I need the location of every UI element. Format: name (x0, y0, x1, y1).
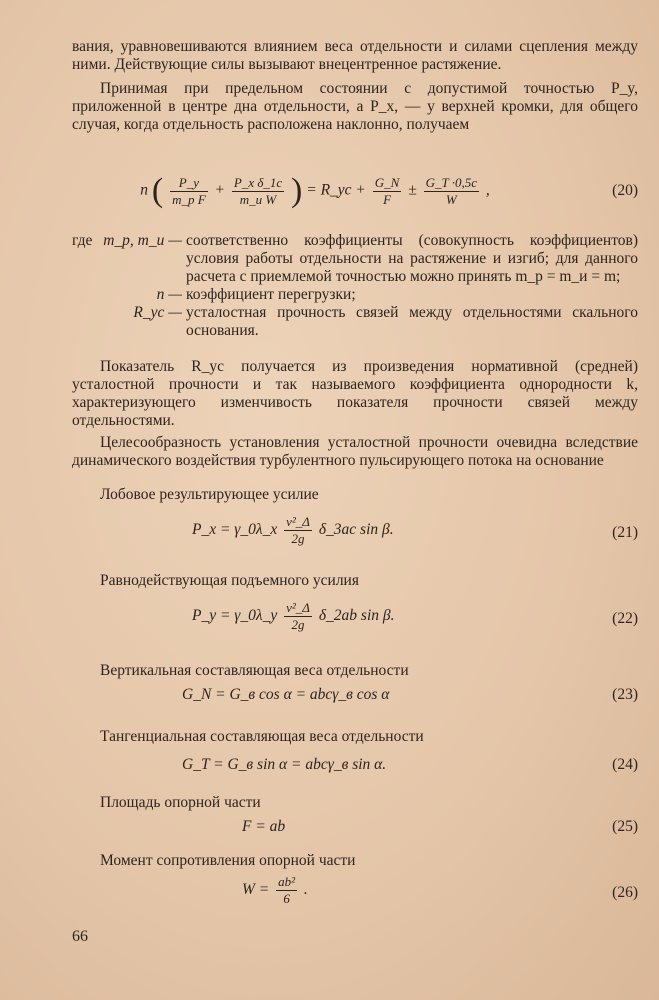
caption-24: Тангенциальная составляющая веса отдельности (100, 728, 424, 745)
caption-25: Площадь опорной части (100, 794, 261, 811)
equation-21: P_x = γ_0λ_x $\frac{\text{v²\_Δ}}{2g}$ δ_3ac sin β. (21) (192, 514, 638, 546)
equation-22-number: (22) (612, 610, 638, 627)
equation-21-number: (21) (612, 524, 638, 541)
caption-21: Лобовое результирующее усилие (100, 486, 319, 503)
equation-23-number: (23) (612, 686, 638, 703)
intro-paragraph (72, 38, 638, 134)
intro-text: вания, уравновешиваются влиянием веса отдельности и силами сцепления между ними. Действующие силы вызывают внецентренное растяжение. (72, 38, 638, 73)
caption-23: Вертикальная составляющая веса отдельности (100, 662, 409, 679)
equation-23: G_N = G_в cos α = abcγ_в cos α (23) (182, 686, 638, 703)
equation-22: P_y = γ_0λ_y $\frac{\text{v²\_Δ}}{2g}$ δ_2ab sin β. (22) (192, 600, 638, 632)
equation-26: W = $\frac{\text{ab²}}{6}$ . (26) (242, 874, 638, 906)
paragraph-1: Принимая при предельном состоянии с допустимой точностью P_y, приложенной в центре дна отдельности, а P_x, — у верхней кромки, для общего случая, когда отдельность расположена наклонно, получаем (72, 80, 638, 133)
eq20-rhs: = R_ус + (306, 181, 366, 199)
definition-item: R_ус — усталостная прочность связей между отдельностями скального основания. (133, 304, 638, 339)
eq20-lhs: n (140, 181, 148, 199)
caption-26: Момент сопротивления опорной части (100, 852, 356, 869)
equation-20-number: (20) (612, 182, 638, 199)
definition-item: n — коэффициент перегрузки; (156, 286, 356, 303)
paragraph-2: Показатель R_ус получается из произведения нормативной (средней) усталостной прочности и так называемого коэффициента однородности k, характеризующего изменчивость показателя прочности связей между отдельностями. (72, 358, 638, 429)
paragraph-3: Целесообразность установления усталостной прочности очевидна вследствие динамического воздействия турбулентного пульсирующего потока на основание (72, 434, 638, 469)
equation-24-number: (24) (612, 756, 638, 773)
definition-item: где m_p, m_и — соответственно коэффициенты (совокупность коэффициентов) условия работы отдельности на растяжение и изгиб; для данного расчета с приемлемой точностью можно принять m_p = m_и = m; (72, 232, 638, 285)
paragraphs-2-3 (72, 358, 638, 470)
equation-26-number: (26) (612, 884, 638, 901)
eq20-frac4: $\frac{G\_T \cdot 0,5c}{W}$ (425, 174, 477, 207)
page-number: 66 (72, 928, 88, 945)
eq20-frac3: $\frac{G\_N}{F}$ (374, 174, 400, 207)
equation-25: F = ab (25) (242, 818, 638, 835)
definitions-list (72, 232, 638, 340)
eq20-frac2: $\frac{\text{P\_x δ\_1c}}{\text{m\_и W}}$ (233, 174, 283, 207)
equation-20 (72, 172, 638, 212)
eq20-frac1: $\frac{P\_y}{\text{m\_p F}}$ (172, 174, 206, 207)
caption-22: Равнодействующая подъемного усилия (100, 572, 359, 589)
equation-25-number: (25) (612, 818, 638, 835)
equation-20-expression: n ( $\frac{P\_y}{\text{m\_p F}}$ + $\frac{\text{P\_x δ\_1c}}{\text{m\_и W}}$ ) = R_ус + $\frac{G\_N}{F}$ ± $\frac{G\_T \cdot 0,5c}{W}$ , (140, 172, 490, 209)
equation-24: G_T = G_в sin α = abcγ_в sin α. (24) (182, 756, 638, 773)
